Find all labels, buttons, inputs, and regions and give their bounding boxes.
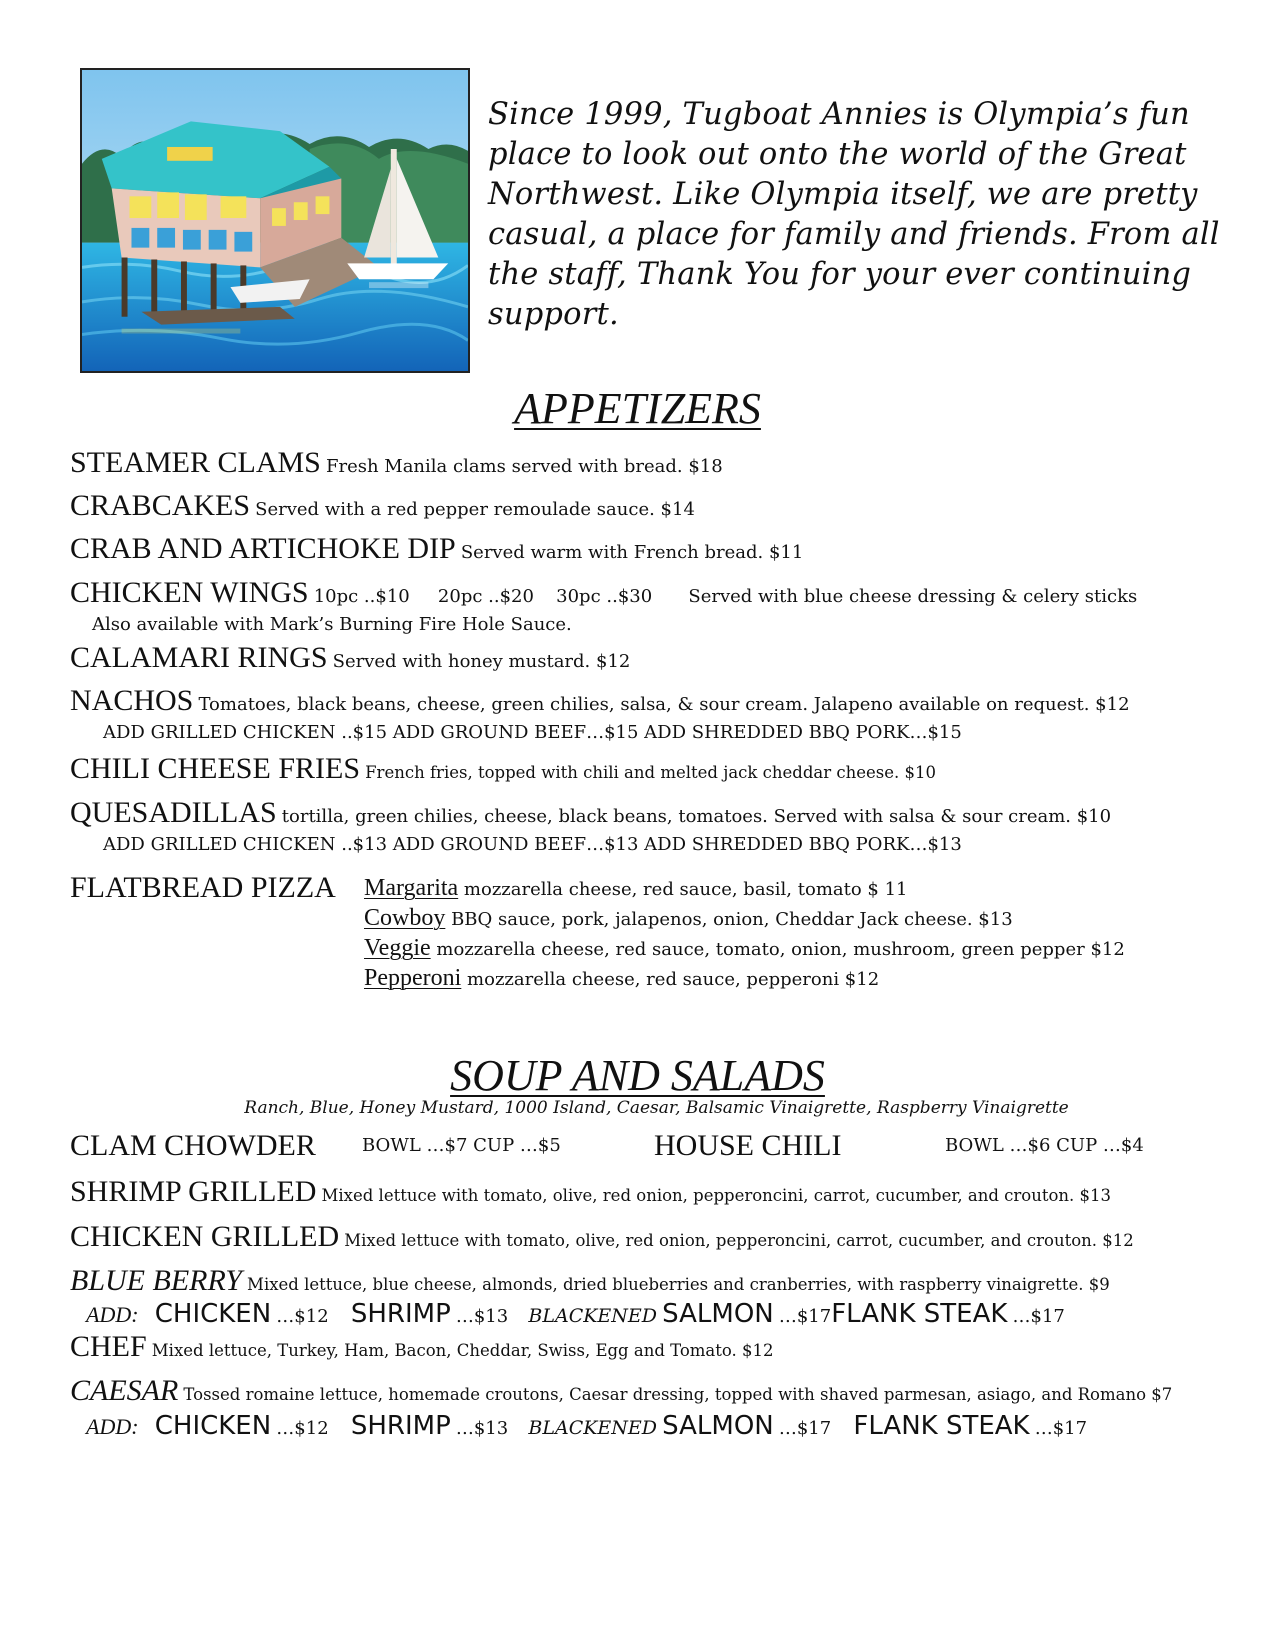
chicken-wings-note: Also available with Mark’s Burning Fire Hole Sauce. (92, 614, 572, 635)
pizza-name: Cowboy (364, 905, 446, 931)
item-desc: Tomatoes, black beans, cheese, green chilies, salsa, & sour cream. Jalapeno available on request. $12 (198, 694, 1130, 715)
item-name: CALAMARI RINGS (70, 641, 328, 674)
restaurant-painting (80, 68, 470, 373)
item-desc: French fries, topped with chili and melted jack cheddar cheese. $10 (365, 763, 936, 782)
pizza-option-cowboy (364, 903, 1013, 935)
add-salmon: SALMON (662, 1411, 774, 1441)
item-desc: Mixed lettuce, blue cheese, almonds, dried blueberries and cranberries, with raspberry vinaigrette. $9 (247, 1275, 1110, 1294)
add-salmon: SALMON (662, 1299, 774, 1329)
add-shrimp: SHRIMP (350, 1411, 451, 1441)
pizza-desc: BBQ sauce, pork, jalapenos, onion, Cheddar Jack cheese. $13 (451, 909, 1013, 930)
item-name: CRAB AND ARTICHOKE DIP (70, 532, 456, 565)
item-desc: Mixed lettuce with tomato, olive, red onion, pepperoncini, carrot, cucumber, and crouton. $12 (344, 1231, 1134, 1250)
house-chili-prices: BOWL …$6 CUP …$4 (945, 1135, 1144, 1156)
quesadillas-addons: ADD GRILLED CHICKEN ..$13 ADD GROUND BEEF…$13 ADD SHREDDED BBQ PORK…$13 (103, 834, 962, 855)
pizza-name: Margarita (364, 875, 459, 901)
house-chili-name: HOUSE CHILI (654, 1129, 842, 1162)
menu-item-shrimp-grilled (70, 1174, 1111, 1214)
menu-item-chicken-wings (70, 575, 1137, 615)
add-blackened: BLACKENED (528, 1417, 658, 1439)
caesar-addons (86, 1408, 1087, 1447)
pizza-option-pepperoni (364, 963, 879, 995)
dressings-list: Ranch, Blue, Honey Mustard, 1000 Island, Caesar, Balsamic Vinaigrette, Raspberry Vinaigrette (244, 1098, 1069, 1118)
pizza-name: Pepperoni (364, 965, 462, 991)
add-salmon-price: …$17 (778, 1306, 832, 1327)
pizza-desc: mozzarella cheese, red sauce, pepperoni $12 (467, 969, 880, 990)
pizza-desc: mozzarella cheese, red sauce, basil, tomato $ 11 (463, 879, 908, 900)
item-name: SHRIMP GRILLED (70, 1175, 317, 1208)
item-desc: Fresh Manila clams served with bread. $18 (325, 456, 723, 477)
menu-item-chef (70, 1329, 774, 1369)
add-shrimp-price: …$13 (455, 1306, 509, 1327)
item-desc: tortilla, green chilies, cheese, black beans, tomatoes. Served with salsa & sour cream. $10 (281, 806, 1112, 827)
item-desc: 10pc ..$10 (313, 586, 410, 607)
menu-item-chicken-grilled (70, 1219, 1134, 1259)
menu-item-quesadillas (70, 795, 1111, 835)
menu-item-caesar (70, 1373, 1172, 1413)
menu-item-flatbread-pizza (70, 870, 336, 910)
item-desc: Served warm with French bread. $11 (460, 542, 804, 563)
restaurant-painting-art (82, 70, 468, 371)
item-desc: Served with a red pepper remoulade sauce. $14 (255, 499, 695, 520)
item-name: CHICKEN GRILLED (70, 1220, 340, 1253)
item-name: NACHOS (70, 684, 194, 717)
menu-item-steamer-clams (70, 445, 723, 485)
item-name: FLATBREAD PIZZA (70, 871, 336, 904)
add-flank-price: …$17 (1012, 1306, 1065, 1327)
pizza-name: Veggie (364, 935, 431, 961)
menu-item-chili-cheese-fries (70, 751, 936, 791)
add-label: ADD: (86, 1414, 139, 1439)
add-flank-steak: FLANK STEAK (831, 1299, 1008, 1329)
add-chicken-price: …$12 (276, 1418, 329, 1439)
appetizers-heading: APPETIZERS (514, 384, 761, 433)
item-name: CHICKEN WINGS (70, 576, 309, 609)
add-shrimp: SHRIMP (350, 1299, 451, 1329)
pizza-option-margarita (364, 873, 908, 905)
item-desc-20pc: 20pc ..$20 (437, 586, 534, 607)
item-name: CHEF (70, 1330, 147, 1363)
item-desc-served: Served with blue cheese dressing & celery sticks (688, 586, 1138, 607)
clam-chowder-name: CLAM CHOWDER (70, 1129, 316, 1162)
menu-item-crab-artichoke-dip (70, 531, 803, 571)
add-chicken: CHICKEN (154, 1299, 272, 1329)
menu-item-calamari-rings (70, 640, 630, 680)
add-label: ADD: (86, 1302, 139, 1327)
add-shrimp-price: …$13 (455, 1418, 509, 1439)
item-name: STEAMER CLAMS (70, 446, 321, 479)
clam-chowder-prices: BOWL …$7 CUP …$5 (362, 1135, 561, 1156)
item-name: BLUE BERRY (70, 1264, 242, 1297)
pizza-desc: mozzarella cheese, red sauce, tomato, onion, mushroom, green pepper $12 (436, 939, 1125, 960)
item-desc: Mixed lettuce, Turkey, Ham, Bacon, Cheddar, Swiss, Egg and Tomato. $12 (151, 1341, 774, 1360)
menu-item-nachos (70, 683, 1130, 723)
menu-item-crabcakes (70, 488, 695, 528)
add-salmon-price: …$17 (778, 1418, 832, 1439)
item-name: CHILI CHEESE FRIES (70, 752, 361, 785)
pizza-option-veggie (364, 933, 1125, 965)
intro-paragraph: Since 1999, Tugboat Annies is Olympia’s fun place to look out onto the world of the Great Northwest. Like Olympia itself, we are pretty casual, a place for family and friends. From all the staff, Thank You for your ever continuing support. (488, 97, 1220, 332)
add-blackened: BLACKENED (528, 1305, 658, 1327)
add-chicken-price: …$12 (276, 1306, 329, 1327)
item-desc-30pc: 30pc ..$30 (556, 586, 653, 607)
soups-row (70, 1128, 1220, 1168)
item-name: CRABCAKES (70, 489, 251, 522)
item-desc: Served with honey mustard. $12 (332, 651, 631, 672)
add-flank-price: …$17 (1034, 1418, 1088, 1439)
item-desc: Tossed romaine lettuce, homemade croutons, Caesar dressing, topped with shaved parmesan, asiago, and Romano $7 (183, 1385, 1173, 1404)
item-name: CAESAR (70, 1374, 179, 1407)
add-flank-steak: FLANK STEAK (853, 1411, 1030, 1441)
soups-heading: SOUP AND SALADS (450, 1051, 825, 1100)
item-name: QUESADILLAS (70, 796, 277, 829)
item-desc: Mixed lettuce with tomato, olive, red onion, pepperoncini, carrot, cucumber, and crouton. $13 (321, 1186, 1112, 1205)
add-chicken: CHICKEN (154, 1411, 272, 1441)
nachos-addons: ADD GRILLED CHICKEN ..$15 ADD GROUND BEEF…$15 ADD SHREDDED BBQ PORK…$15 (103, 722, 962, 743)
